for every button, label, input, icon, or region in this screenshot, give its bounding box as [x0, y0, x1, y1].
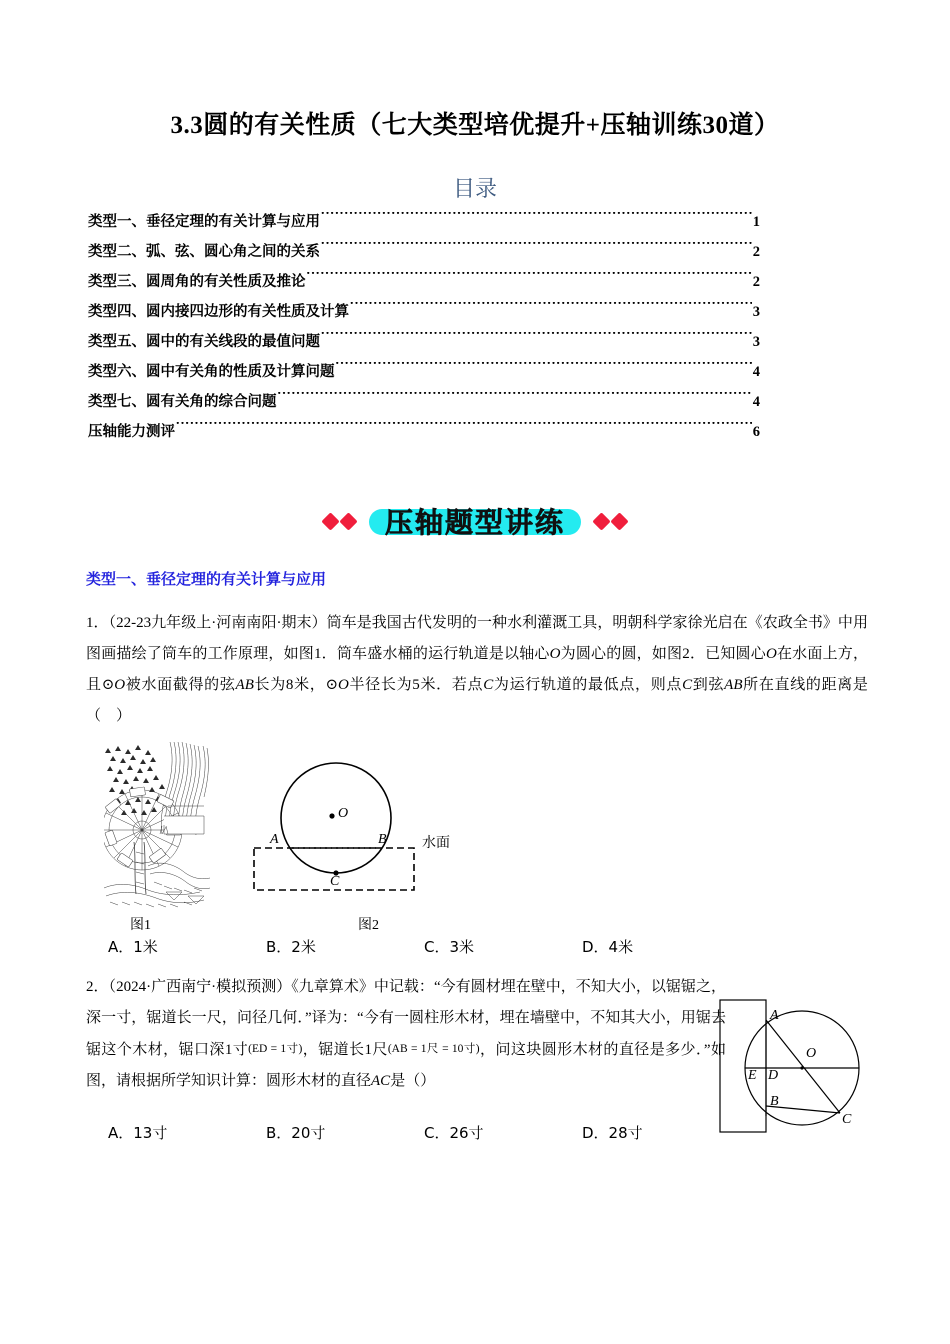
banner-title: 压轴题型讲练 [384, 506, 565, 539]
diamond-icon [610, 512, 628, 530]
question-1-body-5: 长为8米， [253, 677, 326, 693]
question-1-body-1: 筒车是我国古代发明的一种水利灌溉工具，明朝科学家徐光启在《农政全书》中用图画描绘了筒车的工作原理，如图1．筒车盛水桶的运行轨道是以轴心 [86, 615, 868, 662]
figure-2-label-C: C [330, 874, 340, 889]
question-2-body-2: ，锯道长1尺 [302, 1042, 388, 1058]
question-1-var-o-1: O [549, 646, 561, 662]
question-2-source: （2024·广西南宁·模拟预测） [108, 979, 292, 995]
toc-entry[interactable] [88, 237, 760, 267]
toc-entry-label: 类型四、圆内接四边形的有关性质及计算 [88, 304, 349, 320]
figure-3-label-C: C [842, 1112, 852, 1127]
question-1-source: （22-23九年级上·河南南阳·期末） [108, 615, 327, 631]
diamond-right-icon [595, 515, 626, 528]
figure-3-label-B: B [770, 1094, 779, 1109]
section-banner [0, 490, 950, 552]
toc-entry-page: 2 [752, 274, 760, 290]
question-2-body-3: ，问这块圆形木材的直径是多少．”如图，请根据所学知识计算：圆形木材的直径 [86, 1042, 726, 1089]
toc-entry-page: 6 [752, 424, 760, 440]
question-2-body-4: 是（） [390, 1073, 436, 1089]
figure-3-label-D: D [768, 1068, 779, 1083]
toc-leader-dots [176, 422, 752, 437]
figure-2-water-surface-label: 水面 [422, 836, 450, 851]
question-2-body-1: 《九章算术》中记载：“今有圆材埋在壁中，不知大小，以锯锯之，深一寸，锯道长一尺，问径几何．”译为：“今有一圆柱形木材，埋在墙壁中，不知其大小，用锯去锯这个木材，锯口深1寸 [86, 979, 726, 1058]
figure-circle-chord-diagram [244, 750, 544, 912]
toc-entry[interactable] [88, 327, 760, 357]
toc-entry-page: 1 [752, 214, 760, 230]
diamond-icon [592, 512, 610, 530]
figure-3-label-O: O [806, 1046, 817, 1061]
question-1-option-d[interactable]: D．4米 [582, 938, 634, 956]
question-1-body-9: 所在直线的距离是（ ） [86, 677, 868, 724]
question-2-option-c[interactable]: C．26寸 [424, 1124, 484, 1142]
toc-entry-label: 类型三、圆周角的有关性质及推论 [88, 274, 306, 290]
toc-entry-page: 4 [752, 364, 760, 380]
figure-2-caption: 图2 [358, 918, 379, 933]
toc-entry-label: 类型六、圆中有关角的性质及计算问题 [88, 364, 335, 380]
toc-entry[interactable] [88, 297, 760, 327]
figure-waterwheel-woodcut [104, 742, 210, 910]
question-1-circle-o-1: ⊙O [101, 677, 126, 693]
question-2-note-ed: (ED = 1寸) [248, 1043, 303, 1055]
table-of-contents [88, 207, 760, 447]
question-1-figures [104, 742, 544, 932]
question-1-option-c[interactable]: C．3米 [424, 938, 475, 956]
toc-entry[interactable] [88, 267, 760, 297]
question-1-body-3: 在水面上方，且 [86, 646, 868, 693]
toc-entry-page: 2 [752, 244, 760, 260]
figure-2-label-B: B [378, 832, 387, 847]
toc-entry-page: 4 [752, 394, 760, 410]
question-2-option-d[interactable]: D．28寸 [582, 1124, 643, 1142]
figure-2-label-O: O [338, 806, 349, 821]
question-1-var-c-2: C [682, 677, 693, 693]
toc-leader-dots [336, 362, 752, 377]
toc-leader-dots [321, 212, 752, 227]
toc-leader-dots [278, 392, 752, 407]
toc-entry-label: 压轴能力测评 [88, 424, 175, 440]
question-2-option-a[interactable]: A．13寸 [108, 1124, 168, 1142]
toc-leader-dots [307, 272, 752, 287]
question-1-body-7: 为运行轨道的最低点，则点 [493, 677, 683, 693]
diamond-icon [321, 512, 339, 530]
toc-leader-dots [321, 332, 752, 347]
question-1-var-ab-2: AB [724, 677, 743, 693]
question-1-option-a[interactable]: A．1米 [108, 938, 158, 956]
toc-entry-label: 类型五、圆中的有关线段的最值问题 [88, 334, 320, 350]
toc-leader-dots [350, 302, 752, 317]
toc-entry-label: 类型二、弧、弦、圆心角之间的关系 [88, 244, 320, 260]
toc-entry-page: 3 [752, 304, 760, 320]
question-2-note-ab: (AB = 1尺 = 10寸) [387, 1043, 480, 1055]
figure-3-label-A: A [770, 1008, 779, 1023]
toc-leader-dots [321, 242, 752, 257]
toc-entry-page: 3 [752, 334, 760, 350]
toc-entry[interactable] [88, 417, 760, 447]
question-1-body-8: 到弦 [692, 677, 725, 693]
toc-entry[interactable] [88, 357, 760, 387]
question-2-number: 2． [86, 979, 109, 995]
question-1-var-c-1: C [483, 677, 494, 693]
circle-chord-illustration-icon [244, 750, 544, 912]
toc-entry[interactable] [88, 387, 760, 417]
section-heading-type-1: 类型一、垂径定理的有关计算与应用 [86, 572, 327, 588]
question-2-option-b[interactable]: B．20寸 [266, 1124, 326, 1142]
question-1-var-ab-1: AB [235, 677, 254, 693]
waterwheel-illustration-icon [104, 742, 210, 910]
question-1-body-2: 为圆心的圆，如图2．已知圆心 [560, 646, 766, 662]
toc-entry-label: 类型七、圆有关角的综合问题 [88, 394, 277, 410]
figure-3-label-E: E [748, 1068, 757, 1083]
question-2-text [86, 972, 726, 1097]
diamond-left-icon [324, 515, 355, 528]
figure-1-caption: 图1 [130, 918, 151, 933]
figure-2-label-A: A [270, 832, 279, 847]
question-2-options [108, 1122, 808, 1143]
toc-entry[interactable] [88, 207, 760, 237]
question-1-body-6: 半径长为5米．若点 [348, 677, 484, 693]
toc-heading: 目录 [452, 176, 497, 201]
question-1-circle-o-2: ⊙O [325, 677, 349, 693]
question-1-body-4: 被水面截得的弦 [125, 677, 236, 693]
figure-circle-in-wall-diagram [714, 996, 876, 1140]
question-2-var-ac: AC [371, 1073, 391, 1089]
banner-pill [369, 501, 581, 541]
question-1-number: 1． [86, 615, 109, 631]
circle-in-wall-illustration-icon [714, 996, 876, 1140]
question-1-options [108, 936, 808, 957]
toc-entry-label: 类型一、垂径定理的有关计算与应用 [88, 214, 320, 230]
page-title: 3.3圆的有关性质（七大类型培优提升+压轴训练30道） [170, 112, 780, 139]
diamond-icon [339, 512, 357, 530]
question-1-option-b[interactable]: B．2米 [266, 938, 316, 956]
question-1-text [86, 608, 868, 732]
question-1-var-o-2: O [765, 646, 777, 662]
